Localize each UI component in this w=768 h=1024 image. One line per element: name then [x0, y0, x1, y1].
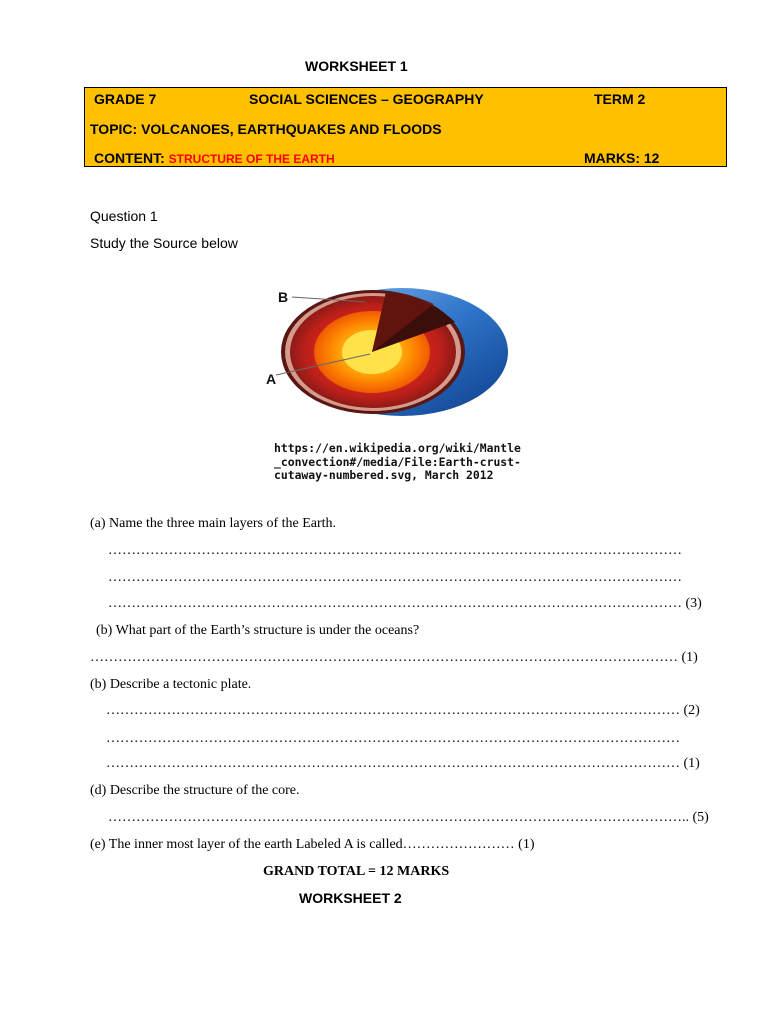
answer-line[interactable]: ……………………………………………………………………………………………………………: [108, 543, 682, 558]
question-b1: (b) What part of the Earth’s structure is under the oceans?: [96, 623, 420, 638]
topic-label: TOPIC: VOLCANOES, EARTHQUAKES AND FLOODS: [90, 121, 442, 137]
content-value: STRUCTURE OF THE EARTH: [168, 152, 335, 166]
caption-line: https://en.wikipedia.org/wiki/Mantle: [274, 441, 521, 455]
question-title: Question 1: [90, 208, 158, 224]
worksheet-header-box: [84, 87, 727, 167]
answer-line[interactable]: ……………………………………………………………………………………………………………… (1): [90, 650, 698, 665]
earth-structure-figure: [262, 280, 522, 430]
caption-line: _convection#/media/File:Earth-crust-: [274, 454, 521, 469]
grade-label: GRADE 7: [94, 91, 157, 107]
answer-line[interactable]: …………………………………………………………………………………………………………… (3): [108, 596, 702, 611]
figure-caption: [274, 442, 584, 483]
question-e: (e) The inner most layer of the earth Labeled A is called…………………… (1): [90, 837, 535, 852]
subject-label: SOCIAL SCIENCES – GEOGRAPHY: [249, 91, 484, 107]
worksheet-1-title: WORKSHEET 1: [305, 58, 408, 74]
answer-line[interactable]: ……………………………………………………………………………………………………………: [106, 731, 680, 746]
content-row: [94, 150, 335, 166]
instruction-text: Study the Source below: [90, 235, 238, 251]
answer-line[interactable]: …………………………………………………………………………………………………………… (1): [106, 756, 700, 771]
question-a: (a) Name the three main layers of the Earth.: [90, 516, 337, 531]
question-d: (d) Describe the structure of the core.: [90, 783, 300, 798]
content-label: CONTENT:: [94, 150, 165, 166]
worksheet-2-title: WORKSHEET 2: [299, 890, 402, 906]
answer-line[interactable]: ……………………………………………………………………………………………………………: [108, 570, 682, 585]
caption-line: cutaway-numbered.svg, March 2012: [274, 468, 494, 482]
answer-line[interactable]: …………………………………………………………………………………………………………… (2): [106, 703, 700, 718]
term-label: TERM 2: [594, 91, 646, 107]
grand-total: GRAND TOTAL = 12 MARKS: [263, 864, 450, 879]
marks-label: MARKS: 12: [584, 150, 660, 166]
label-a: A: [266, 371, 277, 387]
answer-line[interactable]: …………………………………………………………………………………………………………….. (5): [108, 810, 709, 825]
question-b2: (b) Describe a tectonic plate.: [90, 677, 252, 692]
label-b: B: [278, 289, 289, 305]
